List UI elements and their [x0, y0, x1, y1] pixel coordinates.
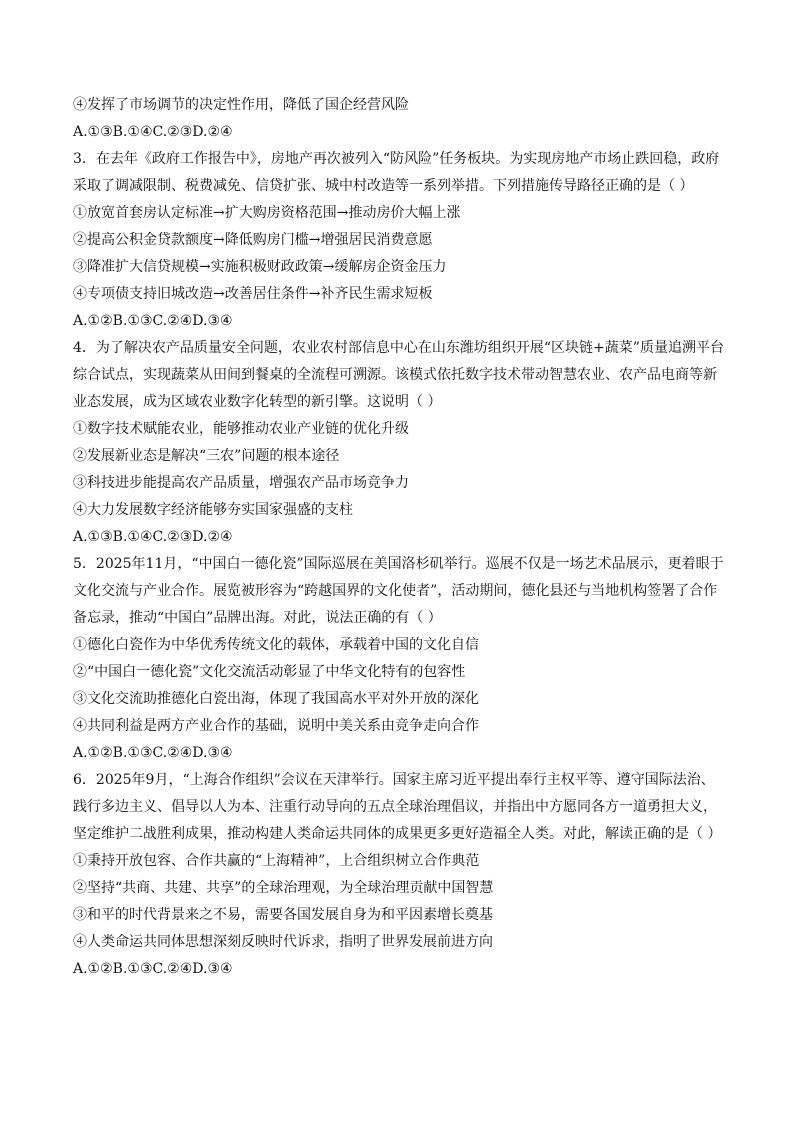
- answer-choices: A.①②B.①③C.②④D.③④: [73, 313, 233, 329]
- question-text: 综合试点，实现蔬菜从田间到餐桌的全流程可溯源。该模式依托数字技术带动智慧农业、农产品电商等新: [73, 367, 717, 383]
- option-line: ①德化白瓷作为中华优秀传统文化的载体，承载着中国的文化自信: [73, 637, 479, 653]
- option-line: ④人类命运共同体思想深刻反映时代诉求，指明了世界发展前进方向: [73, 934, 493, 950]
- option-line: ①放宽首套房认定标准→扩大购房资格范围→推动房价大幅上涨: [73, 205, 461, 221]
- option-line: ③文化交流助推德化白瓷出海，体现了我国高水平对外开放的深化: [73, 691, 479, 707]
- question-3: 3．在去年《政府工作报告中》，房地产再次被列入“防风险”任务板块。为实现房地产市场止跌回稳，政府: [73, 151, 720, 167]
- option-line: ④共同利益是两方产业合作的基础，说明中美关系由竞争走向合作: [73, 718, 479, 734]
- option-line: ④专项债支持旧城改造→改善居住条件→补齐民生需求短板: [73, 286, 433, 302]
- option-line: ①数字技术赋能农业，能够推动农业产业链的优化升级: [73, 421, 409, 437]
- answer-choices: A.①③B.①④C.②③D.②④: [73, 529, 233, 545]
- option-line: ④发挥了市场调节的决定性作用，降低了国企经营风险: [73, 97, 409, 113]
- option-line: ①秉持开放包容、合作共赢的“上海精神”，上合组织树立合作典范: [73, 853, 480, 869]
- question-text: 践行多边主义、倡导以人为本、注重行动导向的五点全球治理倡议，并指出中方愿同各方一道勇担大义，: [73, 799, 717, 815]
- answer-choices: A.①②B.①③C.②④D.③④: [73, 961, 233, 977]
- option-line: ②发展新业态是解决“三农”问题的根本途径: [73, 448, 340, 464]
- question-text: 备忘录，推动“中国白”品牌出海。对此，说法正确的有（ ）: [73, 610, 442, 626]
- option-line: ②提高公积金贷款额度→降低购房门槛→增强居民消费意愿: [73, 232, 433, 248]
- question-4: 4．为了解决农产品质量安全问题，农业农村部信息中心在山东潍坊组织开展“区块链+蔬菜”质量追溯平台: [73, 340, 724, 356]
- option-line: ③科技进步能提高农产品质量，增强农产品市场竞争力: [73, 475, 409, 491]
- question-text: 文化交流与产业合作。展览被形容为“跨越国界的文化使者”，活动期间，德化县还与当地机构签署了合作: [73, 583, 718, 599]
- question-text: 坚定维护二战胜利成果，推动构建人类命运共同体的成果更多更好造福全人类。对此，解读正确的是（ ）: [73, 826, 722, 842]
- answer-choices: A.①②B.①③C.②④D.③④: [73, 745, 233, 761]
- question-6: 6．2025年9月，“上海合作组织”会议在天津举行。国家主席习近平提出奉行主权平等、遵守国际法治、: [73, 772, 715, 788]
- option-line: ③和平的时代背景来之不易，需要各国发展自身为和平因素增长奠基: [73, 907, 493, 923]
- question-text: 采取了调减限制、税费减免、信贷扩张、城中村改造等一系列举措。下列措施传导路径正确的是（ ）: [73, 178, 694, 194]
- option-line: ③降准扩大信贷规模→实施积极财政政策→缓解房企资金压力: [73, 259, 447, 275]
- question-text: 业态发展，成为区域农业数字化转型的新引擎。这说明（ ）: [73, 394, 442, 410]
- option-line: ②坚持“共商、共建、共享”的全球治理观，为全球治理贡献中国智慧: [73, 880, 494, 896]
- option-line: ④大力发展数字经济能够夯实国家强盛的支柱: [73, 502, 353, 518]
- question-5: 5．2025年11月，“中国白一德化瓷”国际巡展在美国洛杉矶举行。巡展不仅是一场艺术品展示，更着眼于: [73, 556, 724, 572]
- option-line: ②“中国白一德化瓷”文化交流活动彰显了中华文化特有的包容性: [73, 664, 466, 680]
- answer-choices: A.①③B.①④C.②③D.②④: [73, 124, 233, 140]
